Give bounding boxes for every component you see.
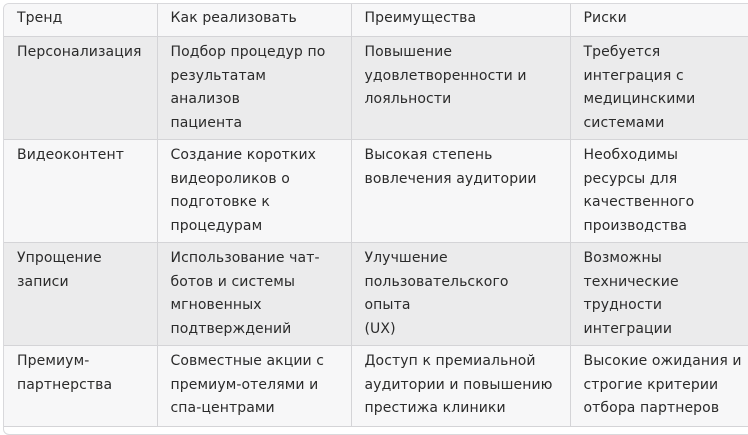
- trends-table-container: [3, 3, 748, 435]
- table-row: [4, 37, 748, 140]
- cell-risks-text: Необходимы ресурсы для качественного производства: [584, 144, 748, 238]
- cell-benefits-text: Улучшение пользовательского опыта (UX): [365, 247, 557, 341]
- table-header-row: [4, 4, 748, 37]
- cell-trend: [4, 346, 157, 427]
- cell-how-text: Подбор процедур по результатам анализов пациента: [171, 41, 338, 135]
- cell-how-text: Совместные акции с премиум-отелями и спа-центрами: [171, 350, 338, 421]
- cell-trend-text: Упрощение записи: [17, 247, 144, 294]
- cell-how: [157, 243, 351, 346]
- cell-trend: [4, 140, 157, 243]
- cell-benefits: [351, 140, 570, 243]
- cell-trend: [4, 37, 157, 140]
- cell-benefits: [351, 37, 570, 140]
- cell-how: [157, 37, 351, 140]
- table-row: [4, 346, 748, 427]
- cell-how: [157, 346, 351, 427]
- cell-benefits: [351, 346, 570, 427]
- table-row: [4, 140, 748, 243]
- cell-risks: [570, 243, 748, 346]
- cell-trend-text: Персонализация: [17, 41, 144, 65]
- trends-table: [4, 4, 748, 427]
- header-risks: Риски: [570, 4, 748, 37]
- cell-how-text: Создание коротких видеороликов о подготовке к процедурам: [171, 144, 338, 238]
- cell-trend-text: Премиум- партнерства: [17, 350, 144, 397]
- cell-benefits-text: Повышение удовлетворенности и лояльности: [365, 41, 557, 112]
- cell-trend-text: Видеоконтент: [17, 144, 144, 168]
- cell-risks: [570, 346, 748, 427]
- cell-risks: [570, 37, 748, 140]
- cell-risks-text: Требуется интеграция с медицинскими системами: [584, 41, 748, 135]
- cell-benefits-text: Доступ к премиальной аудитории и повышению престижа клиники: [365, 350, 557, 421]
- cell-how: [157, 140, 351, 243]
- cell-risks-text: Высокие ожидания и строгие критерии отбора партнеров: [584, 350, 748, 421]
- cell-benefits: [351, 243, 570, 346]
- table-row: [4, 243, 748, 346]
- header-how: Как реализовать: [157, 4, 351, 37]
- header-benefits: Преимущества: [351, 4, 570, 37]
- cell-risks-text: Возможны технические трудности интеграции: [584, 247, 748, 341]
- cell-trend: [4, 243, 157, 346]
- cell-benefits-text: Высокая степень вовлечения аудитории: [365, 144, 557, 191]
- cell-risks: [570, 140, 748, 243]
- cell-how-text: Использование чат- ботов и системы мгновенных подтверждений: [171, 247, 338, 341]
- header-trend: Тренд: [4, 4, 157, 37]
